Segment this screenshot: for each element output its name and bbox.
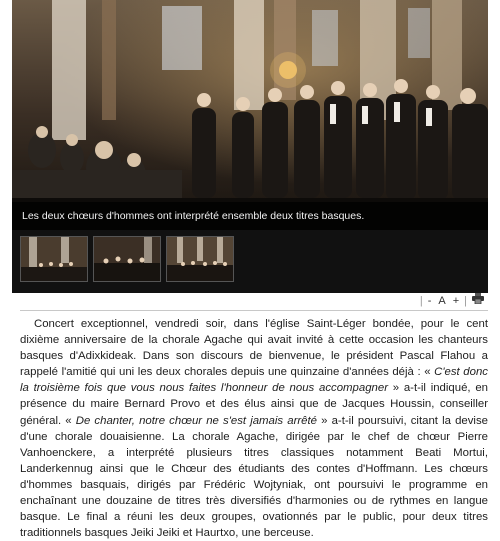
article-text-3: » a-t-il poursuivi, citant la devise d'une chorale douaisienne. La chorale Agache, dirigée par le chef de chœur Pierre Vanhoenckere, a interprété plusieurs titres classiques notamment Beati Mortui, Landerkennug ainsi que le Chœur des étudiants des contes d'Hoffmann. Les chœurs d'hommes basquais, dirigés par Frédéric Wojtyniak, ont poursuivi le programme en enchaînant une douzaine de titres très diversifiés d'harmonies ou de rythmes en langue basque. Le final a réuni les deux groupes, ovationnés par le public, pour deux titres traditionnels basques Jeiki Jeiki et Haurtxo, une berceuse. [20, 414, 488, 540]
article-quote-2: De chanter, notre chœur ne s'est jamais arrêté [71, 414, 317, 427]
decrease-font-button[interactable]: - [427, 295, 432, 307]
font-size-label: A [438, 295, 446, 307]
thumbnail-1[interactable] [20, 236, 88, 282]
thumbnail-3-image [167, 237, 233, 281]
article-text-1: Concert exceptionnel, vendredi soir, dans l'église Saint-Léger bondée, pour le cent dixième anniversaire de la chorale Agache qui avait invité à cette occasion les chanteurs basques d'Adixkideak. Dans son discours de bienvenue, le président Pascal Flahou a rappelé l'amitié qui uni les deux chorales depuis une quinzaine d'années déjà : « [20, 318, 488, 379]
article-text-2: » a-t-il indiqué, en présence du maire Bernard Provo et des élus ainsi que de Jacques Houssin, conseiller général. « [20, 382, 488, 427]
thumbnail-3[interactable] [166, 236, 234, 282]
thumbnail-2[interactable] [93, 236, 161, 282]
article-body [20, 316, 488, 541]
thumbnail-1-image [21, 237, 87, 281]
thumbnail-2-image [94, 237, 160, 281]
divider: | [464, 295, 467, 307]
printer-icon [472, 293, 484, 304]
separator-line [20, 310, 488, 311]
print-button[interactable] [470, 293, 486, 309]
increase-font-button[interactable]: + [452, 295, 460, 307]
photo-gallery [12, 0, 488, 293]
article-paragraph [20, 316, 488, 541]
divider: | [419, 295, 423, 307]
photo-caption: Les deux chœurs d'hommes ont interprété ensemble deux titres basques. [12, 202, 488, 230]
text-tools [417, 293, 486, 309]
article-quote-1: C'est donc la troisième fois que vous nous faites l'honneur de nous accompagner [20, 366, 488, 395]
choir-photo-image [12, 0, 488, 230]
main-photo[interactable] [12, 0, 488, 230]
